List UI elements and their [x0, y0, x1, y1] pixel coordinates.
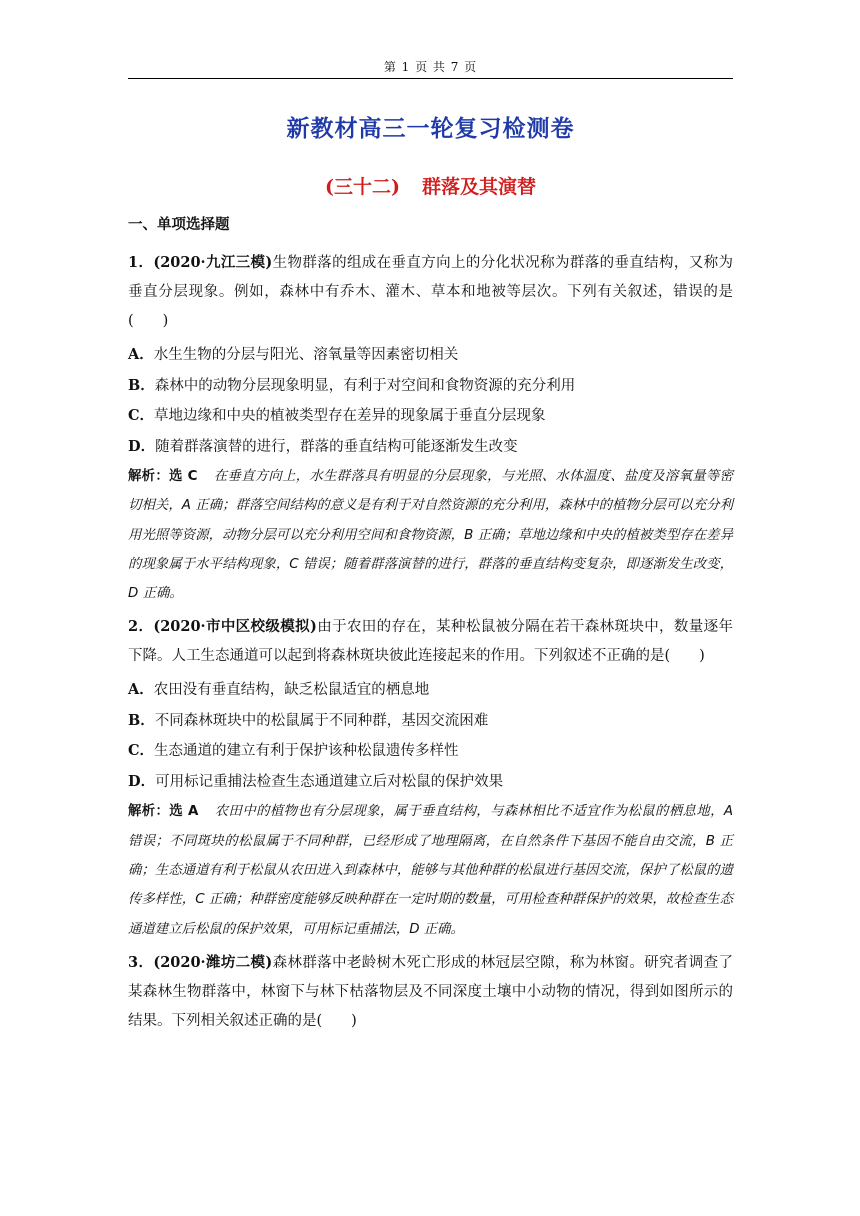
question-2-option-c — [128, 736, 733, 767]
question-number: 1． — [128, 254, 154, 271]
option-letter: D． — [128, 772, 156, 790]
question-1-analysis — [128, 462, 733, 608]
question-3-stem — [128, 948, 733, 1036]
document-body — [128, 214, 733, 1040]
section-heading: 一、单项选择题 — [128, 216, 230, 233]
option-text: 草地边缘和中央的植被类型存在差异的现象属于垂直分层现象 — [154, 408, 546, 424]
question-1-option-d — [128, 432, 733, 463]
page-header: 第 1 页 共 7 页 — [383, 60, 478, 74]
question-source: (2020·市中区校级模拟) — [153, 618, 317, 636]
option-text: 森林中的动物分层现象明显，有利于对空间和食物资源的充分利用 — [154, 377, 576, 394]
option-text: 农田没有垂直结构，缺乏松鼠适宜的栖息地 — [153, 682, 430, 699]
analysis-text: 在垂直方向上，水生群落具有明显的分层现象，与光照、水体温度、盐度及溶氧量等密切相关，A 正确；群落空间结构的意义是有利于对自然资源的充分利用，森林中的植物分层可以充分利用光照等资源，动物分层可以充分利用空间和食物资源，B 正确；草地边缘和中央的植被类型存在差异的现象属于水平结构现象，C 错误；随着群落演替的进行，群落的垂直结构变复杂，即逐渐发生改变，D 正确。 — [128, 469, 733, 602]
subtitle-topic: 群落及其演替 — [421, 176, 536, 198]
option-letter: A． — [128, 681, 154, 699]
analysis-lead: 解析：选 A — [128, 804, 199, 820]
option-text: 生态通道的建立有利于保护该种松鼠遗传多样性 — [154, 743, 459, 760]
option-text: 水生生物的分层与阳光、溶氧量等因素密切相关 — [153, 347, 459, 363]
option-letter: C． — [128, 407, 155, 424]
analysis-lead: 解析：选 C — [128, 469, 198, 484]
question-1-stem — [128, 248, 733, 336]
question-2-option-d — [128, 767, 733, 798]
question-source: (2020·潍坊二模) — [153, 953, 273, 971]
document-title: 新教材高三一轮复习检测卷 — [286, 115, 575, 142]
header-rule — [128, 78, 733, 79]
question-2-option-b — [128, 706, 733, 737]
question-2-analysis — [128, 797, 733, 943]
option-letter: B． — [128, 376, 155, 394]
option-letter: B． — [128, 711, 155, 729]
question-number: 2． — [128, 618, 154, 636]
question-source: (2020·九江三模) — [153, 254, 273, 271]
option-letter: A． — [128, 346, 154, 363]
subtitle-number: (三十二) — [325, 176, 400, 198]
question-1-option-a — [128, 340, 733, 371]
question-2-stem — [128, 612, 733, 671]
document-subtitle — [128, 172, 733, 199]
option-letter: C． — [128, 742, 155, 760]
question-text: 森林群落中老龄树木死亡形成的林冠层空隙，称为林窗。研究者调查了某森林生物群落中，林窗下与林下枯落物层及不同深度土壤中小动物的情况，得到如图所示的结果。下列相关叙述正确的是( ) — [128, 954, 733, 1029]
option-text: 随着群落演替的进行，群落的垂直结构可能逐渐发生改变 — [155, 438, 518, 455]
question-text: 由于农田的存在，某种松鼠被分隔在若干森林斑块中，数量逐年下降。人工生态通道可以起到将森林斑块彼此连接起来的作用。下列叙述不正确的是( ) — [128, 619, 733, 665]
option-text: 可用标记重捕法检查生态通道建立后对松鼠的保护效果 — [155, 773, 504, 790]
question-1-option-b — [128, 371, 733, 402]
question-2-option-a — [128, 675, 733, 706]
analysis-text: 农田中的植物也有分层现象，属于垂直结构，与森林相比不适宜作为松鼠的栖息地，A 错误；不同斑块的松鼠属于不同种群，已经形成了地理隔离，在自然条件下基因不能自由交流，B 正确；生态通道有利于松鼠从农田进入到森林中，能够与其他种群的松鼠进行基因交流，保护了松鼠的遗传多样性，C 正确；种群密度能够反映种群在一定时期的数量，可用检查种群保护的效果，故检查生态通道建立后松鼠的保护效果，可用标记重捕法，D 正确。 — [128, 804, 733, 937]
option-letter: D． — [128, 437, 156, 455]
question-number: 3． — [128, 953, 154, 971]
question-text: 生物群落的组成在垂直方向上的分化状况称为群落的垂直结构，又称为垂直分层现象。例如，森林中有乔木、灌木、草本和地被等层次。下列有关叙述，错误的是( ) — [128, 255, 733, 329]
question-1-option-c — [128, 401, 733, 432]
option-text: 不同森林斑块中的松鼠属于不同种群，基因交流困难 — [154, 712, 489, 729]
